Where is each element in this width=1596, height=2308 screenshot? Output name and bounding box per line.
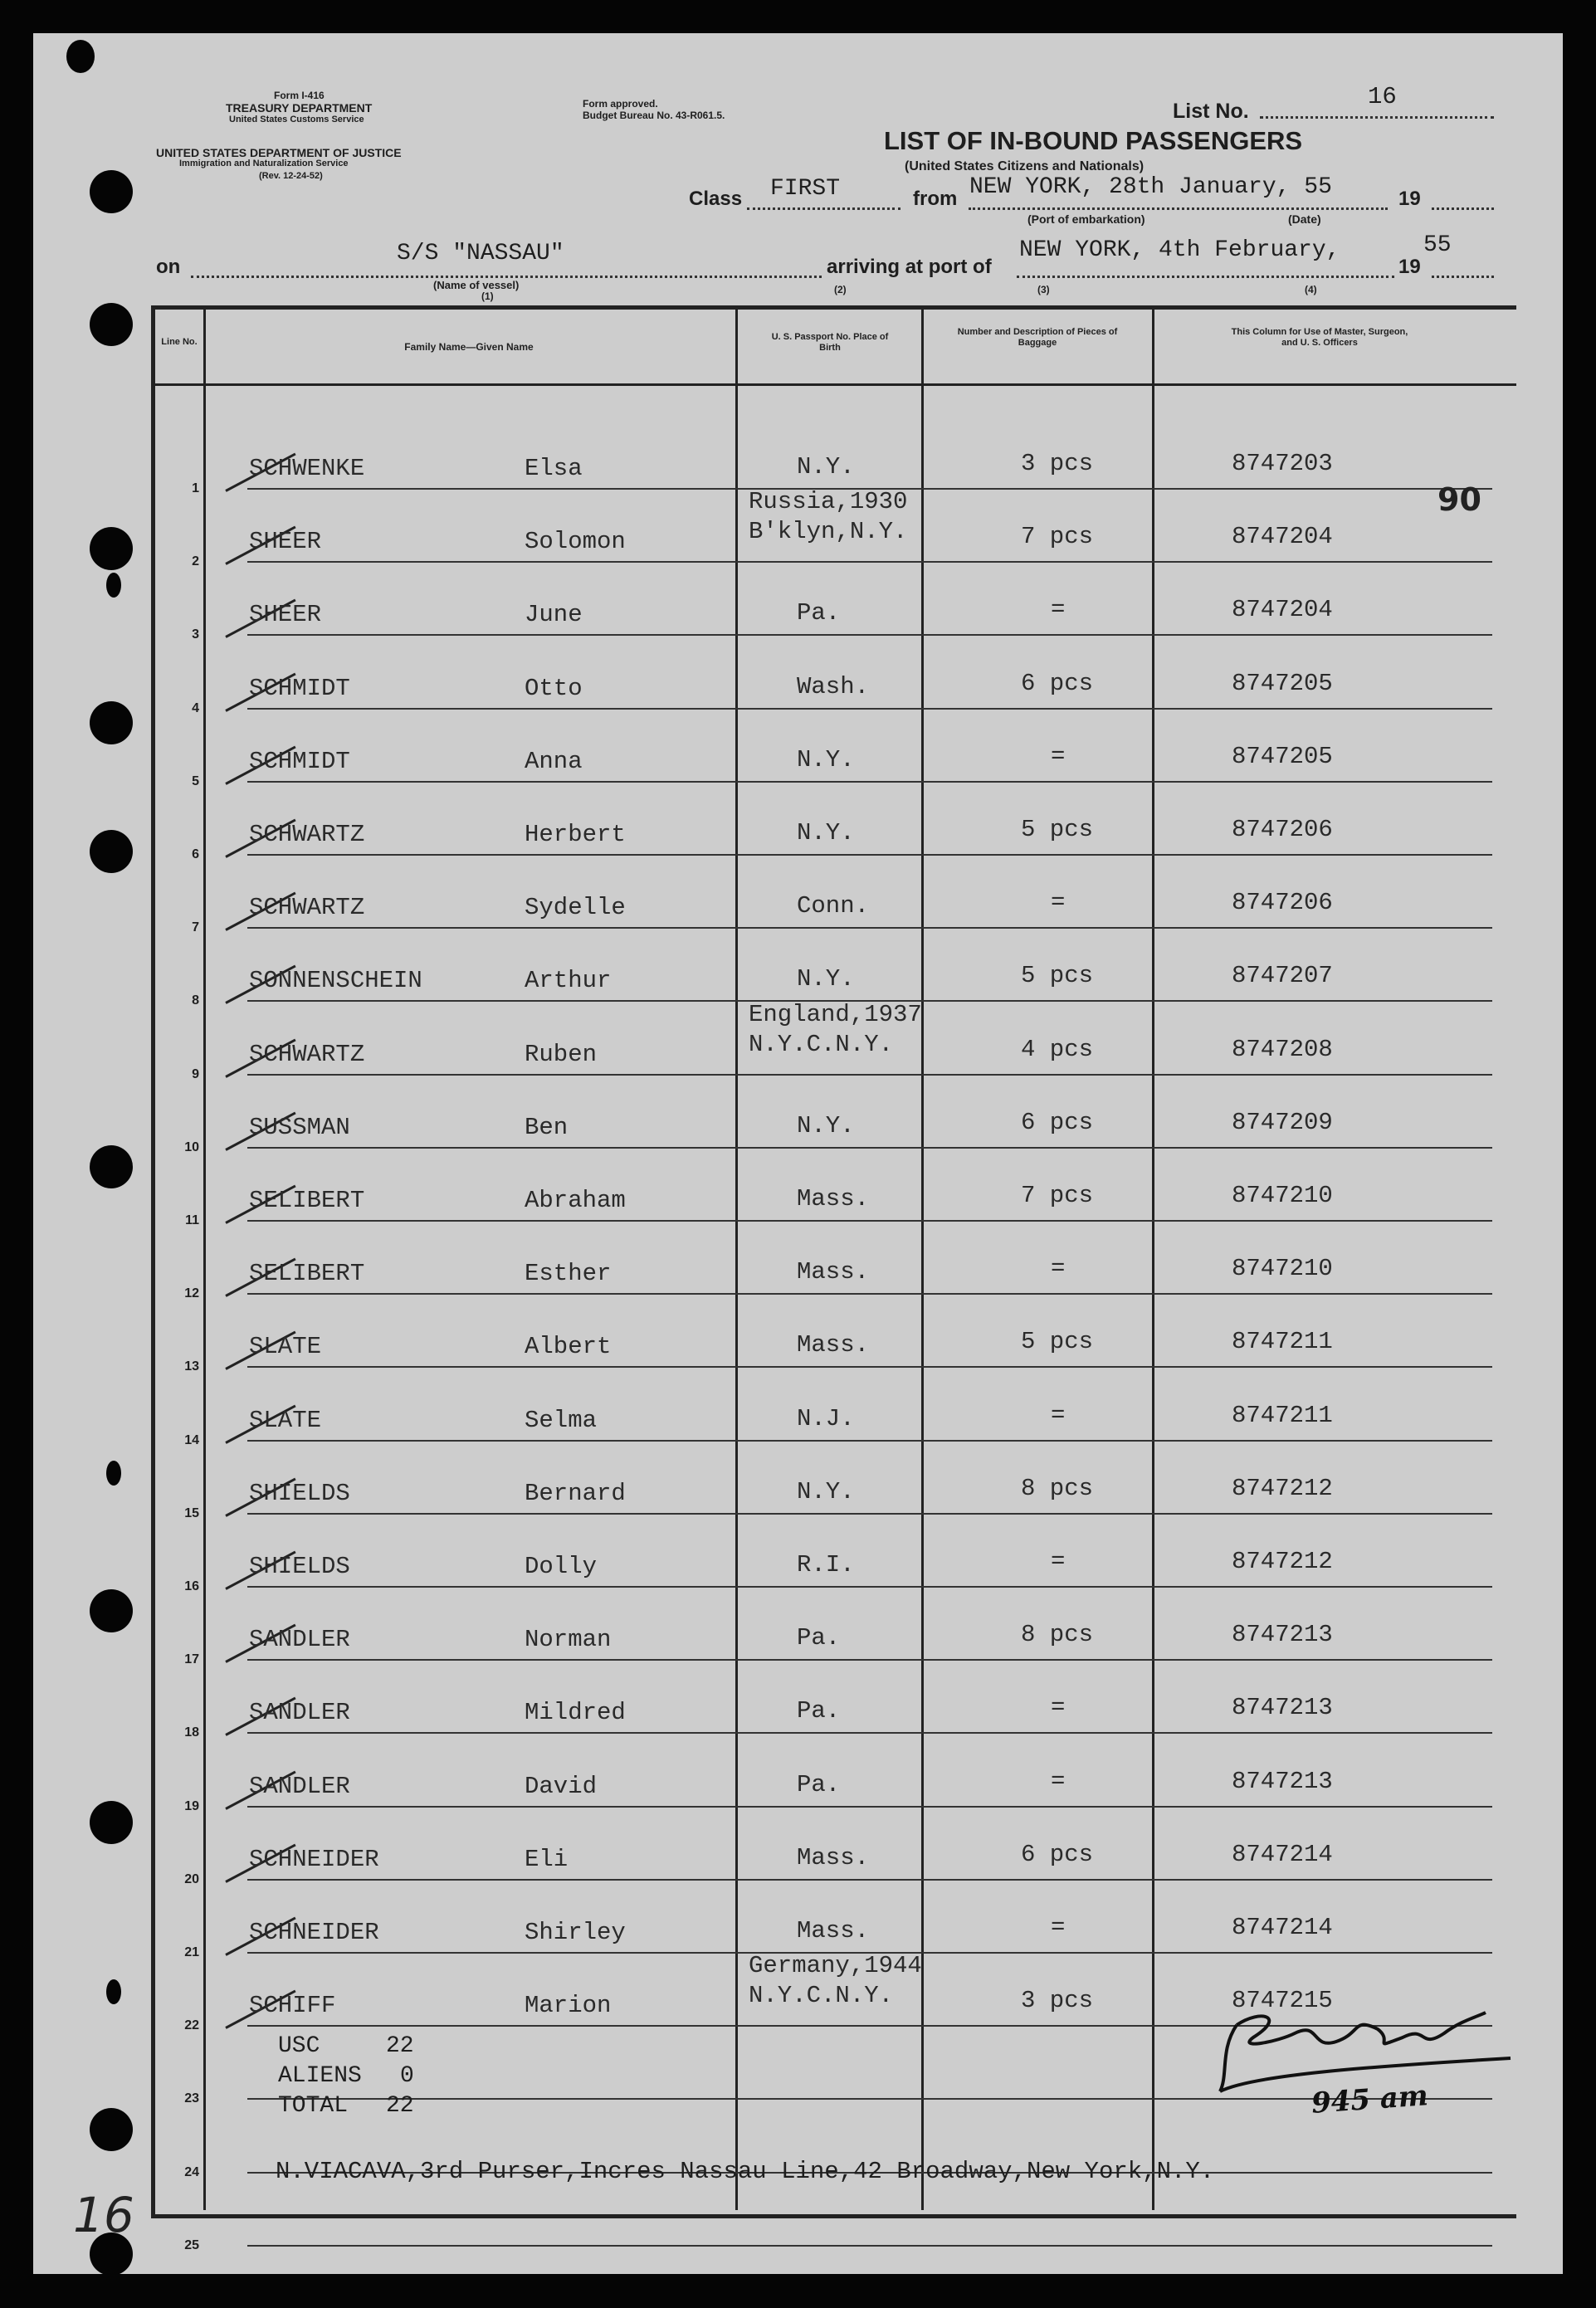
- officer-number: 8747215: [1232, 1987, 1333, 2015]
- given-name: Eli: [525, 1845, 569, 1873]
- baggage: 6 pcs: [1021, 1108, 1094, 1136]
- given-name: Otto: [525, 674, 583, 702]
- aliens-label: ALIENS: [278, 2063, 362, 2089]
- given-name: David: [525, 1772, 598, 1800]
- line-number: 11: [185, 1213, 199, 1227]
- customs-label: United States Customs Service: [229, 115, 364, 124]
- officer-number: 8747205: [1232, 669, 1333, 697]
- family-name: SANDLER: [249, 1699, 350, 1727]
- arriving-year: 55: [1423, 232, 1452, 258]
- place-of-birth: N.Y.: [797, 819, 855, 847]
- baggage: =: [1051, 742, 1066, 770]
- punch-hole: [106, 573, 121, 598]
- baggage: 5 pcs: [1021, 962, 1094, 990]
- given-name: Albert: [525, 1333, 612, 1361]
- officer-number: 8747209: [1232, 1108, 1333, 1136]
- signature-time: 945 am: [1310, 2079, 1430, 2120]
- given-name: Mildred: [525, 1699, 626, 1727]
- given-name: Selma: [525, 1406, 598, 1434]
- family-name: SCHWENKE: [249, 455, 365, 482]
- line-number: 2: [192, 554, 199, 569]
- header-name: Family Name—Given Name: [404, 341, 534, 353]
- justice-label: UNITED STATES DEPARTMENT OF JUSTICE: [156, 146, 402, 159]
- page-subtitle: (United States Citizens and Nationals): [905, 159, 1145, 173]
- place-of-residence: N.Y.C.N.Y.: [749, 1030, 894, 1058]
- baggage: 5 pcs: [1021, 1328, 1094, 1356]
- list-no-label: List No.: [1173, 100, 1249, 123]
- family-name: SELIBERT: [249, 1260, 365, 1288]
- officer-number: 8747206: [1232, 816, 1333, 843]
- header-officers: This Column for Use of Master, Surgeon, and U. S. Officers: [1231, 327, 1408, 348]
- on-label: on: [156, 256, 181, 278]
- line-number: 22: [184, 2018, 199, 2033]
- line-number: 24: [184, 2164, 199, 2179]
- row-rule: [247, 1220, 1492, 1222]
- officer-number: 8747210: [1232, 1255, 1333, 1283]
- punch-hole: [90, 2108, 133, 2151]
- page-title: LIST OF IN-BOUND PASSENGERS: [884, 126, 1303, 155]
- row-rule: [247, 1732, 1492, 1734]
- place-of-birth: N.Y.: [797, 745, 855, 773]
- line-number: 1: [192, 481, 199, 495]
- officer-number: 8747208: [1232, 1035, 1333, 1063]
- column-number: (1): [481, 290, 494, 302]
- baggage: 3 pcs: [1021, 450, 1094, 477]
- family-name: SCHNEIDER: [249, 1919, 379, 1946]
- officer-number: 8747212: [1232, 1548, 1333, 1575]
- row-rule: [247, 1806, 1492, 1808]
- place-of-birth: N.Y.: [797, 453, 855, 481]
- place-of-birth: R.I.: [797, 1551, 855, 1579]
- line-number: 16: [184, 1579, 199, 1593]
- baggage: 7 pcs: [1021, 1182, 1094, 1209]
- place-of-birth: England,1937: [749, 1000, 922, 1028]
- margin-note: 16: [73, 2187, 134, 2243]
- given-name: Arthur: [525, 967, 612, 995]
- vessel-name-label: (Name of vessel): [433, 279, 520, 291]
- line-number: 25: [184, 2237, 199, 2252]
- from-value: NEW YORK, 28th January, 55: [969, 174, 1332, 200]
- line-number: 23: [184, 2091, 199, 2106]
- line-number: 6: [192, 847, 199, 861]
- aliens-count: 0: [400, 2063, 414, 2089]
- punch-hole: [90, 527, 133, 570]
- given-name: Ben: [525, 1113, 569, 1141]
- line-number: 3: [192, 627, 199, 642]
- header-passport: U. S. Passport No. Place of Birth: [771, 332, 889, 353]
- baggage: 3 pcs: [1021, 1987, 1094, 2015]
- line-number: 20: [184, 1871, 199, 1886]
- family-name: SCHWARTZ: [249, 894, 365, 922]
- row-rule: [247, 2245, 1492, 2247]
- column-number: (4): [1305, 284, 1317, 295]
- family-name: SCHWARTZ: [249, 821, 365, 848]
- family-name: SCHMIDT: [249, 674, 350, 702]
- family-name: SLATE: [249, 1333, 322, 1361]
- document-page: [33, 33, 1563, 2274]
- vessel-name: S/S "NASSAU": [397, 241, 564, 266]
- place-of-birth: Mass.: [797, 1185, 870, 1213]
- row-rule: [247, 1074, 1492, 1076]
- family-name: SLATE: [249, 1406, 322, 1434]
- line-number: 14: [184, 1432, 199, 1447]
- given-name: Marion: [525, 1992, 612, 2020]
- place-of-birth: Pa.: [797, 1770, 841, 1798]
- officer-number: 8747204: [1232, 596, 1333, 624]
- given-name: Ruben: [525, 1040, 598, 1068]
- given-name: Bernard: [525, 1479, 626, 1507]
- line-number: 15: [184, 1505, 199, 1520]
- place-of-birth: Mass.: [797, 1843, 870, 1871]
- place-of-birth: Mass.: [797, 1258, 870, 1286]
- baggage: =: [1051, 1548, 1066, 1575]
- punch-hole: [90, 1801, 133, 1844]
- given-name: Elsa: [525, 455, 583, 482]
- revision-label: (Rev. 12-24-52): [259, 171, 323, 181]
- row-rule: [247, 854, 1492, 856]
- given-name: Herbert: [525, 821, 626, 848]
- place-of-residence: N.Y.C.N.Y.: [749, 1982, 894, 2010]
- given-name: Dolly: [525, 1553, 598, 1580]
- from-label: from: [913, 188, 958, 210]
- arriving-year-prefix: 19: [1398, 256, 1421, 278]
- ins-label: Immigration and Naturalization Service: [179, 159, 349, 168]
- place-of-birth: Pa.: [797, 1697, 841, 1725]
- place-of-birth: N.Y.: [797, 1111, 855, 1139]
- officer-number: 8747204: [1232, 523, 1333, 551]
- line-number: 17: [184, 1652, 199, 1667]
- row-rule: [247, 1879, 1492, 1881]
- officer-number: 8747214: [1232, 1840, 1333, 1868]
- line-number: 12: [184, 1286, 199, 1301]
- baggage: 6 pcs: [1021, 1840, 1094, 1868]
- given-name: Abraham: [525, 1187, 626, 1214]
- place-of-birth: Mass.: [797, 1917, 870, 1944]
- row-rule: [247, 1293, 1492, 1295]
- baggage: =: [1051, 1694, 1066, 1722]
- budget-bureau: Budget Bureau No. 43-R061.5.: [583, 110, 725, 121]
- baggage: 7 pcs: [1021, 523, 1094, 551]
- punch-hole: [90, 1145, 133, 1188]
- side-note: 90: [1437, 481, 1481, 518]
- row-rule: [247, 708, 1492, 710]
- column-number: (2): [834, 284, 847, 295]
- row-rule: [247, 1659, 1492, 1661]
- family-name: SONNENSCHEIN: [249, 967, 422, 995]
- punch-hole: [90, 830, 133, 873]
- officer-number: 8747211: [1232, 1401, 1333, 1429]
- place-of-birth: Russia,1930: [749, 488, 908, 516]
- header-baggage: Number and Description of Pieces of Baggage: [957, 327, 1118, 348]
- baggage: 5 pcs: [1021, 816, 1094, 843]
- form-number: Form I-416: [274, 90, 325, 101]
- usc-label: USC: [278, 2033, 320, 2059]
- punch-hole: [106, 1461, 121, 1486]
- family-name: SHEER: [249, 528, 322, 556]
- officer-number: 8747211: [1232, 1328, 1333, 1356]
- date-label: (Date): [1288, 212, 1321, 226]
- family-name: SHIELDS: [249, 1553, 350, 1580]
- baggage: =: [1051, 1401, 1066, 1429]
- officer-number: 8747206: [1232, 889, 1333, 917]
- row-rule: [247, 1440, 1492, 1442]
- baggage: =: [1051, 1914, 1066, 1941]
- family-name: SHIELDS: [249, 1479, 350, 1507]
- line-number: 19: [184, 1798, 199, 1813]
- line-number: 9: [192, 1066, 199, 1081]
- total-count: 22: [386, 2093, 414, 2119]
- family-name: SUSSMAN: [249, 1113, 350, 1141]
- given-name: June: [525, 601, 583, 629]
- officer-number: 8747213: [1232, 1694, 1333, 1722]
- family-name: SELIBERT: [249, 1187, 365, 1214]
- from-year-prefix: 19: [1398, 188, 1421, 210]
- line-number: 21: [184, 1945, 199, 1959]
- family-name: SCHWARTZ: [249, 1040, 365, 1068]
- header-line-no: Line No.: [161, 337, 198, 347]
- line-number: 8: [192, 993, 199, 1008]
- class-value: FIRST: [770, 176, 841, 202]
- row-rule: [247, 1513, 1492, 1515]
- usc-count: 22: [386, 2033, 414, 2059]
- purser-line: N.VIACAVA,3rd Purser,Incres Nassau Line,42 Broadway,New York,N.Y.: [276, 2158, 1215, 2185]
- row-rule: [247, 1586, 1492, 1588]
- row-rule: [247, 561, 1492, 563]
- place-of-birth: Germany,1944: [749, 1952, 922, 1980]
- class-label: Class: [689, 188, 743, 210]
- punch-hole: [90, 701, 133, 744]
- line-number: 4: [192, 700, 199, 715]
- form-approved: Form approved.: [583, 98, 658, 110]
- family-name: SHEER: [249, 601, 322, 629]
- officer-number: 8747214: [1232, 1914, 1333, 1941]
- baggage: =: [1051, 596, 1066, 624]
- baggage: 4 pcs: [1021, 1035, 1094, 1063]
- officer-number: 8747207: [1232, 962, 1333, 990]
- punch-hole: [106, 1979, 121, 2004]
- given-name: Norman: [525, 1626, 612, 1654]
- row-rule: [247, 781, 1492, 783]
- given-name: Shirley: [525, 1919, 626, 1946]
- given-name: Anna: [525, 747, 583, 775]
- row-rule: [247, 634, 1492, 636]
- officer-number: 8747213: [1232, 1621, 1333, 1649]
- place-of-birth: Mass.: [797, 1331, 870, 1359]
- family-name: SCHMIDT: [249, 747, 350, 775]
- place-of-birth: N.Y.: [797, 965, 855, 993]
- family-name: SANDLER: [249, 1772, 350, 1800]
- list-no-value: 16: [1368, 83, 1397, 110]
- punch-hole: [66, 40, 95, 73]
- place-of-birth: N.Y.: [797, 1477, 855, 1505]
- officer-number: 8747213: [1232, 1767, 1333, 1795]
- baggage: 6 pcs: [1021, 669, 1094, 697]
- place-of-birth: N.J.: [797, 1404, 855, 1432]
- line-number: 10: [184, 1139, 199, 1154]
- line-number: 18: [184, 1725, 199, 1740]
- row-rule: [247, 1147, 1492, 1149]
- baggage: 8 pcs: [1021, 1474, 1094, 1502]
- officer-number: 8747205: [1232, 742, 1333, 770]
- punch-hole: [90, 303, 133, 346]
- line-number: 7: [192, 920, 199, 935]
- place-of-birth: Pa.: [797, 1624, 841, 1652]
- baggage: =: [1051, 1255, 1066, 1283]
- baggage: =: [1051, 1767, 1066, 1795]
- baggage: 8 pcs: [1021, 1621, 1094, 1649]
- punch-hole: [90, 170, 133, 213]
- line-number: 13: [184, 1359, 199, 1374]
- port-of-embarkation-label: (Port of embarkation): [1027, 212, 1145, 226]
- family-name: SCHIFF: [249, 1992, 336, 2020]
- family-name: SCHNEIDER: [249, 1845, 379, 1873]
- arriving-value: NEW YORK, 4th February,: [1019, 237, 1340, 263]
- place-of-residence: B'klyn,N.Y.: [749, 518, 908, 546]
- punch-hole: [90, 1589, 133, 1632]
- row-rule: [247, 927, 1492, 929]
- place-of-birth: Conn.: [797, 892, 870, 920]
- baggage: =: [1051, 889, 1066, 917]
- officer-number: 8747203: [1232, 450, 1333, 477]
- family-name: SANDLER: [249, 1626, 350, 1654]
- total-label: TOTAL: [278, 2093, 349, 2119]
- place-of-birth: Wash.: [797, 672, 870, 700]
- row-rule: [247, 1366, 1492, 1368]
- given-name: Solomon: [525, 528, 626, 556]
- officer-number: 8747212: [1232, 1474, 1333, 1502]
- arriving-label: arriving at port of: [827, 256, 992, 278]
- treasury-label: TREASURY DEPARTMENT: [226, 101, 373, 115]
- place-of-birth: Pa.: [797, 599, 841, 627]
- given-name: Esther: [525, 1260, 612, 1288]
- line-number: 5: [192, 773, 199, 788]
- column-number: (3): [1037, 284, 1050, 295]
- given-name: Sydelle: [525, 894, 626, 922]
- officer-number: 8747210: [1232, 1182, 1333, 1209]
